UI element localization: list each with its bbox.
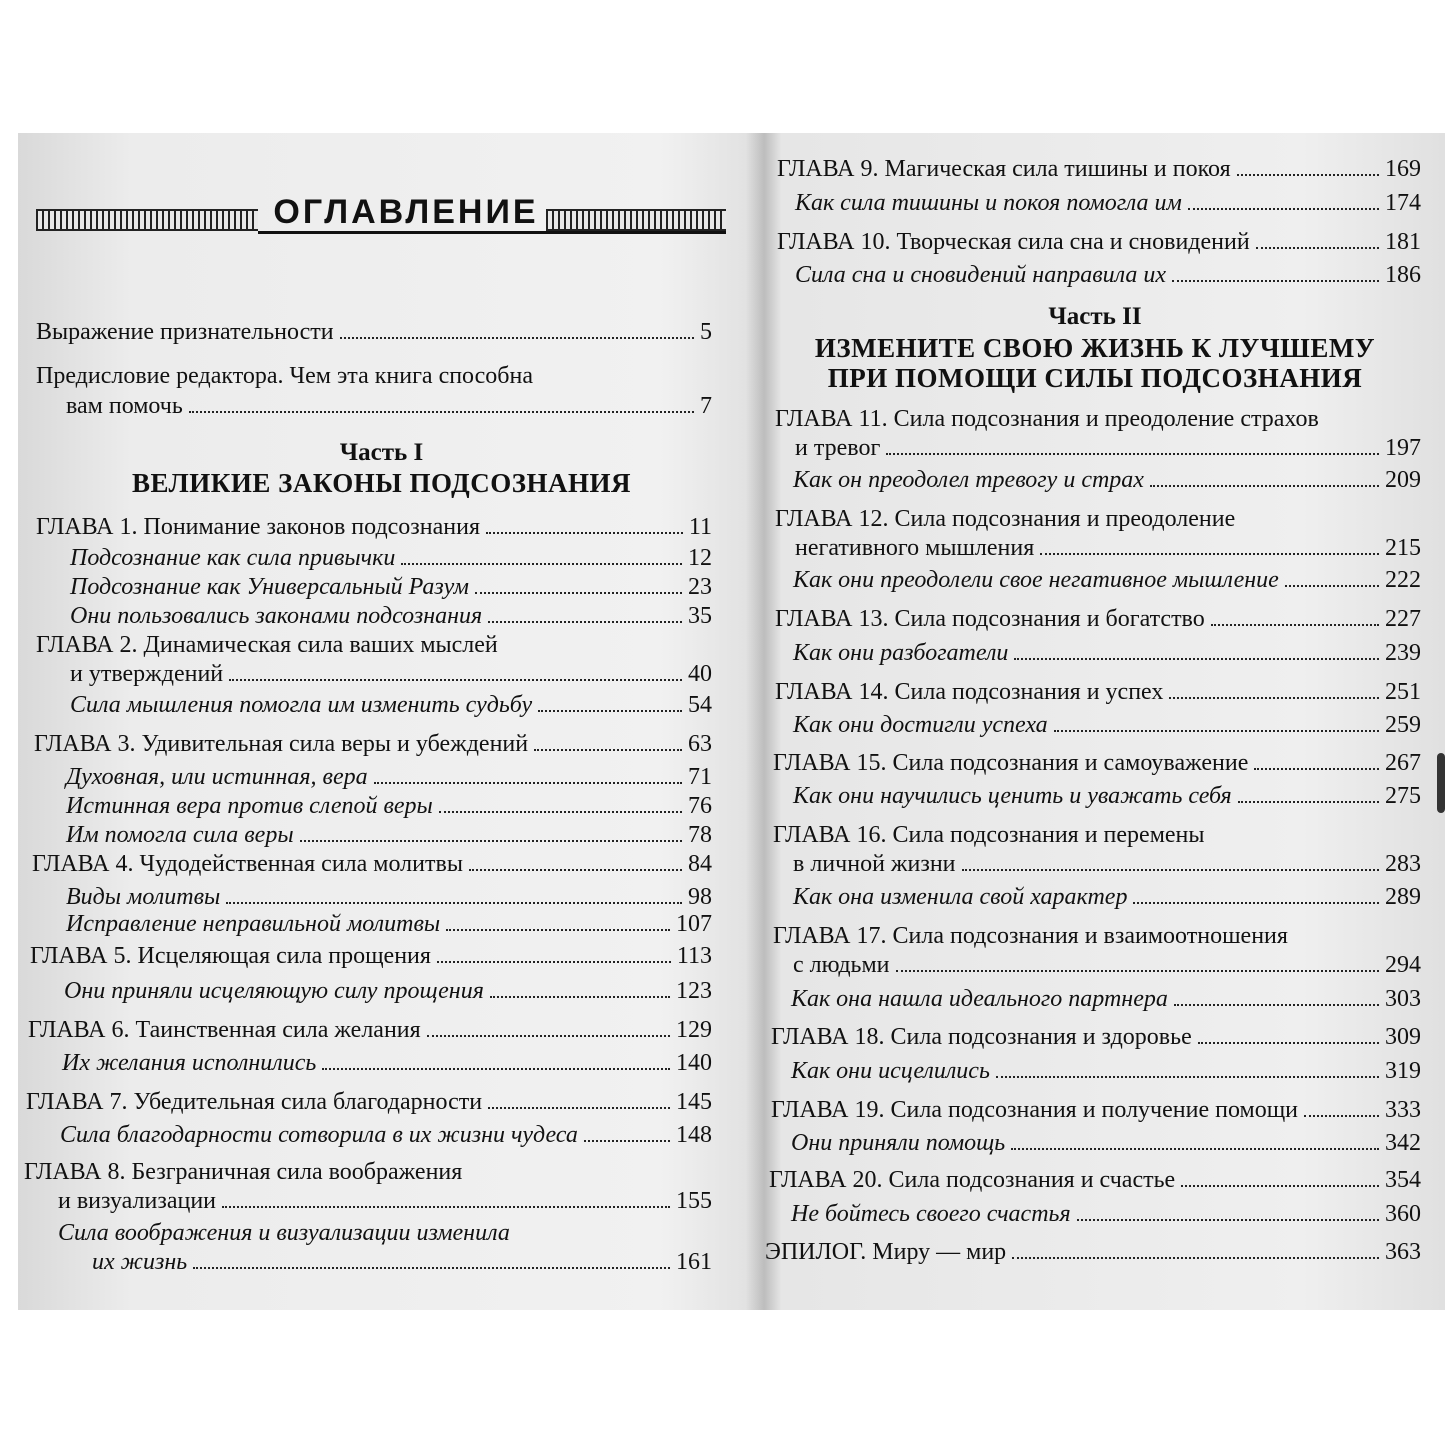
greek-key-ornament-left (36, 209, 258, 231)
entry-page: 148 (676, 1122, 712, 1148)
dot-leader (1172, 272, 1379, 282)
entry-text: их жизнь (92, 1249, 188, 1275)
toc-entry[interactable] (791, 985, 1421, 1013)
entry-text: Они приняли помощь (791, 1130, 1006, 1156)
entry-text: Исправление неправильной молитвы (66, 911, 441, 937)
entry-text: Как они разбогатели (793, 640, 1009, 666)
toc-entry-line1[interactable]: ГЛАВА 2. Динамическая сила ваших мыслей (36, 632, 498, 658)
dot-leader (1054, 722, 1379, 732)
toc-entry[interactable] (765, 1238, 1421, 1266)
toc-entry[interactable] (793, 566, 1421, 594)
dot-leader (886, 445, 1379, 455)
toc-entry[interactable] (791, 1200, 1421, 1228)
toc-entry[interactable] (777, 155, 1421, 183)
entry-text: Как она изменила свой характер (793, 884, 1128, 910)
toc-entry-line1[interactable]: Сила воображения и визуализации изменила (58, 1220, 510, 1246)
dot-leader (322, 1060, 670, 1070)
entry-page: 169 (1385, 156, 1421, 182)
entry-text: Сила благодарности сотворила в их жизни чудеса (60, 1122, 578, 1148)
toc-entry[interactable] (771, 1023, 1421, 1051)
dot-leader (896, 962, 1379, 972)
entry-page: 283 (1385, 851, 1421, 877)
entry-page: 145 (676, 1089, 712, 1115)
entry-page: 333 (1385, 1097, 1421, 1123)
entry-text: ГЛАВА 18. Сила подсознания и здоровье (771, 1024, 1192, 1050)
toc-entry[interactable] (62, 1049, 712, 1077)
entry-page: 140 (676, 1050, 712, 1076)
entry-text: Их желания исполнились (62, 1050, 317, 1076)
entry-page: 227 (1385, 606, 1421, 632)
toc-entry-line1[interactable]: ГЛАВА 17. Сила подсознания и взаимоотношения (773, 923, 1288, 949)
entry-page: 181 (1385, 229, 1421, 255)
dot-leader (962, 861, 1379, 871)
toc-entry[interactable] (60, 1121, 712, 1149)
dot-leader (534, 741, 682, 751)
entry-text: Им помогла сила веры (66, 822, 294, 848)
entry-text: Подсознание как Универсальный Разум (70, 574, 469, 600)
dot-leader (490, 988, 670, 998)
entry-page: 129 (676, 1017, 712, 1043)
entry-page: 342 (1385, 1130, 1421, 1156)
page-edge-shadow (1437, 753, 1445, 813)
entry-text: ЭПИЛОГ. Миру — мир (765, 1239, 1007, 1265)
entry-page: 363 (1385, 1239, 1421, 1265)
entry-page: 209 (1385, 467, 1421, 493)
toc-entry[interactable] (58, 1187, 712, 1215)
entry-page: 275 (1385, 783, 1421, 809)
dot-leader (374, 774, 682, 784)
entry-page: 11 (688, 514, 712, 540)
toc-entry[interactable] (70, 691, 712, 719)
entry-page: 35 (688, 603, 712, 629)
dot-leader (1040, 545, 1379, 555)
entry-page: 319 (1385, 1058, 1421, 1084)
entry-text: ГЛАВА 19. Сила подсознания и получение помощи (771, 1097, 1299, 1123)
toc-entry[interactable] (28, 1016, 712, 1044)
toc-entry[interactable] (66, 883, 712, 911)
entry-page: 54 (688, 692, 712, 718)
toc-entry-line1[interactable]: ГЛАВА 11. Сила подсознания и преодоление страхов (775, 406, 1319, 432)
toc-entry[interactable] (70, 544, 712, 572)
toc-entry[interactable] (795, 189, 1421, 217)
part1-label: Часть I (339, 439, 424, 466)
toc-entry[interactable] (793, 850, 1421, 878)
greek-key-ornament-right (546, 209, 726, 231)
entry-page: 354 (1385, 1167, 1421, 1193)
entry-text: ГЛАВА 14. Сила подсознания и успех (775, 679, 1164, 705)
toc-entry-line1[interactable]: ГЛАВА 8. Безграничная сила воображения (24, 1159, 463, 1185)
part2-title-line1: ИЗМЕНИТЕ СВОЮ ЖИЗНЬ К ЛУЧШЕМУ (814, 333, 1376, 363)
entry-text: Как он преодолел тревогу и страх (793, 467, 1144, 493)
entry-text: Подсознание как сила привычки (70, 545, 396, 571)
toc-entry[interactable] (775, 678, 1421, 706)
entry-text: ГЛАВА 7. Убедительная сила благодарности (26, 1089, 483, 1115)
toc-title: ОГЛАВЛЕНИЕ (273, 193, 539, 231)
dot-leader (1237, 166, 1379, 176)
entry-page: 71 (688, 764, 712, 790)
toc-entry[interactable] (36, 513, 712, 541)
toc-entry[interactable] (795, 534, 1421, 562)
toc-entry-front-2[interactable] (66, 392, 712, 420)
dot-leader (1198, 1034, 1379, 1044)
part1-title: ВЕЛИКИЕ ЗАКОНЫ ПОДСОЗНАНИЯ (131, 468, 632, 498)
entry-text: ГЛАВА 15. Сила подсознания и самоуважение (773, 750, 1249, 776)
entry-text: Они пользовались законами подсознания (70, 603, 483, 629)
entry-text: ГЛАВА 10. Творческая сила сна и сновидений (777, 229, 1250, 255)
entry-text: Как сила тишины и покоя помогла им (795, 190, 1182, 216)
dot-leader (193, 1259, 670, 1269)
dot-leader (1011, 1140, 1379, 1150)
entry-page: 294 (1385, 952, 1421, 978)
toc-entry-line1[interactable]: ГЛАВА 16. Сила подсознания и перемены (773, 822, 1205, 848)
entry-text: ГЛАВА 9. Магическая сила тишины и покоя (777, 156, 1231, 182)
entry-text: Выражение признательности (36, 319, 334, 345)
entry-page: 251 (1385, 679, 1421, 705)
entry-text: ГЛАВА 20. Сила подсознания и счастье (769, 1167, 1176, 1193)
toc-entry[interactable] (777, 228, 1421, 256)
entry-text: Сила сна и сновидений направила их (795, 262, 1167, 288)
dot-leader (1174, 996, 1379, 1006)
dot-leader (439, 803, 682, 813)
dot-leader (1256, 239, 1379, 249)
dot-leader (1211, 616, 1379, 626)
part2-title-line2: ПРИ ПОМОЩИ СИЛЫ ПОДСОЗНАНИЯ (827, 363, 1363, 393)
entry-page: 303 (1385, 986, 1421, 1012)
entry-text: и тревог (795, 435, 881, 461)
dot-leader (1077, 1211, 1379, 1221)
entry-page: 186 (1385, 262, 1421, 288)
part2-label: Часть II (1048, 303, 1142, 330)
entry-page: 98 (688, 884, 712, 910)
toc-entry[interactable] (66, 821, 712, 849)
entry-page: 197 (1385, 435, 1421, 461)
dot-leader (1238, 793, 1379, 803)
toc-heading (36, 191, 736, 237)
dot-leader (486, 524, 683, 534)
entry-text: Духовная, или истинная, вера (66, 764, 368, 790)
entry-text: ГЛАВА 13. Сила подсознания и богатство (775, 606, 1205, 632)
entry-page: 215 (1385, 535, 1421, 561)
dot-leader (475, 584, 682, 594)
entry-page: 40 (688, 661, 712, 687)
toc-entry[interactable] (92, 1248, 712, 1276)
toc-entry[interactable] (70, 573, 712, 601)
entry-text: и утверждений (70, 661, 224, 687)
entry-page: 222 (1385, 567, 1421, 593)
entry-text: Как они достигли успеха (793, 712, 1048, 738)
entry-page: 309 (1385, 1024, 1421, 1050)
entry-text: Истинная вера против слепой веры (66, 793, 433, 819)
dot-leader (488, 613, 682, 623)
entry-page: 155 (676, 1188, 712, 1214)
dot-leader (1285, 577, 1379, 587)
toc-entry[interactable] (30, 942, 712, 970)
dot-leader (1254, 760, 1379, 770)
toc-entry[interactable] (795, 261, 1421, 289)
toc-entry[interactable] (773, 749, 1421, 777)
entry-page: 267 (1385, 750, 1421, 776)
toc-entry[interactable] (70, 602, 712, 630)
entry-page: 123 (676, 978, 712, 1004)
left-page (18, 133, 745, 1310)
dot-leader (446, 921, 670, 931)
entry-text: ГЛАВА 6. Таинственная сила желания (28, 1017, 421, 1043)
toc-entry[interactable] (793, 951, 1421, 979)
entry-page: 7 (700, 393, 712, 419)
entry-text: Не бойтесь своего счастья (791, 1201, 1071, 1227)
dot-leader (996, 1068, 1379, 1078)
toc-entry[interactable] (793, 711, 1421, 739)
toc-entry[interactable] (66, 792, 712, 820)
dot-leader (189, 403, 694, 413)
dot-leader (437, 953, 671, 963)
entry-page: 360 (1385, 1201, 1421, 1227)
dot-leader (229, 671, 682, 681)
toc-entry-front-2-line1[interactable]: Предисловие редактора. Чем эта книга способна (36, 363, 534, 389)
entry-text: негативного мышления (795, 535, 1035, 561)
entry-page: 174 (1385, 190, 1421, 216)
entry-text: Как они исцелились (791, 1058, 990, 1084)
entry-page: 259 (1385, 712, 1421, 738)
toc-entry[interactable] (775, 605, 1421, 633)
toc-entry[interactable] (66, 763, 712, 791)
entry-text: вам помочь (66, 393, 183, 419)
toc-entry[interactable] (66, 910, 712, 938)
toc-entry[interactable] (34, 730, 712, 758)
dot-leader (1304, 1107, 1379, 1117)
dot-leader (584, 1132, 670, 1142)
entry-page: 107 (676, 911, 712, 937)
entry-page: 289 (1385, 884, 1421, 910)
toc-entry[interactable] (793, 466, 1421, 494)
entry-text: Как она нашла идеального партнера (791, 986, 1168, 1012)
title-rule (258, 231, 726, 234)
toc-entry[interactable] (26, 1088, 712, 1116)
entry-page: 23 (688, 574, 712, 600)
dot-leader (1012, 1249, 1379, 1259)
entry-text: и визуализации (58, 1188, 217, 1214)
entry-text: в личной жизни (793, 851, 956, 877)
entry-page: 161 (676, 1249, 712, 1275)
dot-leader (222, 1198, 670, 1208)
entry-text: ГЛАВА 1. Понимание законов подсознания (36, 514, 481, 540)
entry-text: Как они преодолели свое негативное мышление (793, 567, 1279, 593)
dot-leader (340, 329, 694, 339)
entry-page: 76 (688, 793, 712, 819)
dot-leader (538, 702, 682, 712)
dot-leader (1133, 894, 1379, 904)
entry-page: 5 (700, 319, 712, 345)
dot-leader (300, 832, 682, 842)
toc-entry[interactable] (769, 1166, 1421, 1194)
dot-leader (226, 894, 682, 904)
dot-leader (1181, 1177, 1379, 1187)
dot-leader (469, 861, 682, 871)
entry-page: 63 (688, 731, 712, 757)
entry-text: Виды молитвы (66, 884, 221, 910)
toc-entry[interactable] (771, 1096, 1421, 1124)
dot-leader (427, 1027, 670, 1037)
toc-entry[interactable] (793, 883, 1421, 911)
toc-entry-line1[interactable]: ГЛАВА 12. Сила подсознания и преодоление (775, 506, 1236, 532)
right-page (745, 133, 1445, 1310)
entry-text: с людьми (793, 952, 890, 978)
toc-entry[interactable] (32, 850, 712, 878)
dot-leader (488, 1099, 670, 1109)
toc-entry-front-1[interactable] (36, 318, 712, 346)
entry-page: 84 (688, 851, 712, 877)
entry-page: 12 (688, 545, 712, 571)
dot-leader (1169, 689, 1379, 699)
dot-leader (1150, 477, 1379, 487)
toc-entry[interactable] (793, 782, 1421, 810)
toc-entry[interactable] (70, 660, 712, 688)
toc-entry[interactable] (791, 1057, 1421, 1085)
entry-page: 113 (676, 943, 712, 969)
entry-text: Как они научились ценить и уважать себя (793, 783, 1232, 809)
entry-text: ГЛАВА 4. Чудодейственная сила молитвы (32, 851, 463, 877)
entry-text: ГЛАВА 5. Исцеляющая сила прощения (30, 943, 431, 969)
dot-leader (1014, 650, 1379, 660)
dot-leader (1188, 200, 1379, 210)
dot-leader (401, 555, 682, 565)
entry-page: 239 (1385, 640, 1421, 666)
toc-entry[interactable] (791, 1129, 1421, 1157)
toc-entry[interactable] (64, 977, 712, 1005)
entry-page: 78 (688, 822, 712, 848)
entry-text: Они приняли исцеляющую силу прощения (64, 978, 484, 1004)
toc-entry[interactable] (793, 639, 1421, 667)
entry-text: ГЛАВА 3. Удивительная сила веры и убеждений (34, 731, 529, 757)
book-spread (18, 133, 1445, 1310)
entry-text: Сила мышления помогла им изменить судьбу (70, 692, 533, 718)
toc-entry[interactable] (795, 434, 1421, 462)
